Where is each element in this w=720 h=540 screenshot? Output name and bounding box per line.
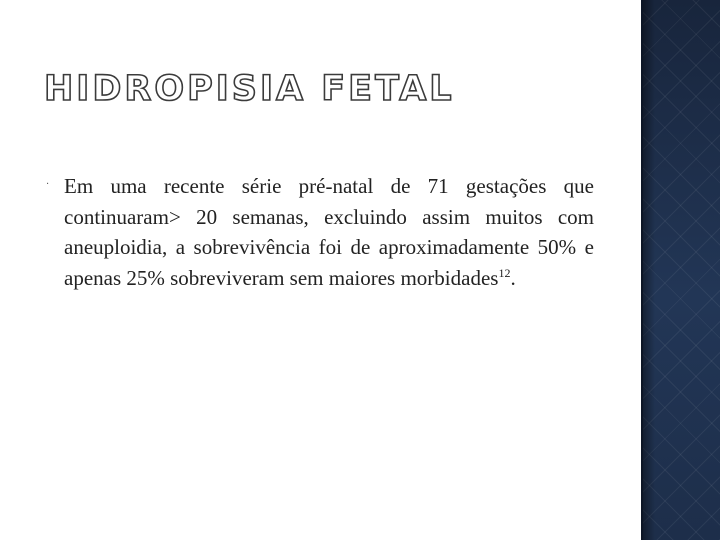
side-panel-edge xyxy=(641,0,643,540)
bullet-item xyxy=(46,171,594,293)
trailing-period: . xyxy=(510,265,516,290)
bullet-dot-icon: · xyxy=(46,179,50,190)
reference-superscript: 12 xyxy=(498,265,511,280)
decorative-side-panel xyxy=(641,0,720,540)
bullet-text xyxy=(64,171,594,293)
slide-title: HIDROPISIA FETAL xyxy=(44,69,455,109)
bullet-body: Em uma recente série pré-natal de 71 gestações que continuaram> 20 semanas, excluindo assim muitos com aneuploidia, a sobrevivência foi de aproximadamente 50% e apenas 25% sobreviveram sem maiores morbidades xyxy=(64,174,594,290)
